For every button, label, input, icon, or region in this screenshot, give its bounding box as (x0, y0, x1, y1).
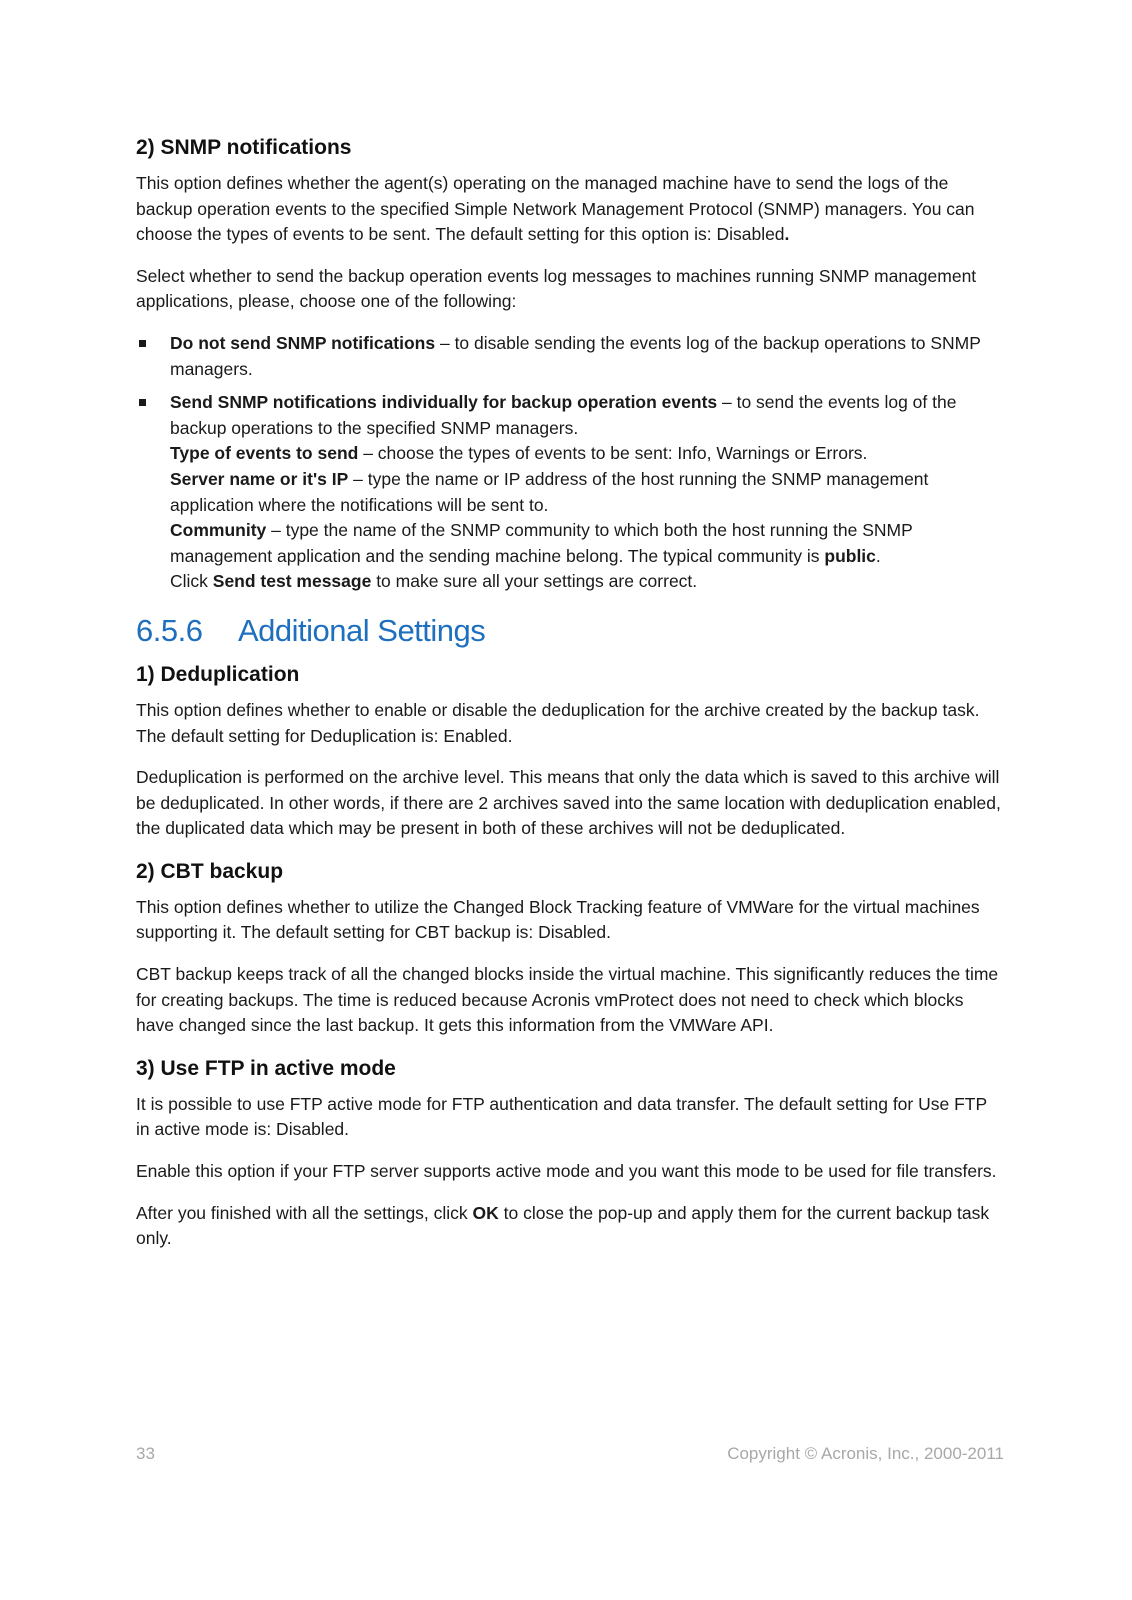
click-post: to make sure all your settings are correct. (371, 571, 698, 592)
ftp-heading: 3) Use FTP in active mode (136, 1056, 396, 1080)
cbt-heading: 2) CBT backup (136, 859, 284, 883)
copyright-notice: Copyright © Acronis, Inc., 2000-2011 (727, 1444, 1004, 1463)
send-test-message-label: Send test message (212, 571, 372, 592)
dedup-paragraph-2: Deduplication is performed on the archive level. This means that only the data which is saved to this archive will be deduplicated. In other words, if there are 2 archives saved into the same location with deduplication enabled, the duplicated data which may be present in both of these archives will not be deduplicated. (136, 767, 1001, 839)
dedup-paragraph-1: This option defines whether to enable or disable the deduplication for the archive created by the backup task. The default setting for Deduplication is: Enabled. (136, 699, 980, 746)
option-title: Do not send SNMP notifications (170, 332, 436, 353)
ftp-p3-post: to close the pop-up and apply them for the current backup task only. (136, 1202, 990, 1249)
server-text: – type the name or IP address of the host running the SNMP management application where the notifications will be sent to. (170, 468, 929, 515)
page-number: 33 (136, 1444, 155, 1463)
list-item (136, 390, 1004, 595)
click-line (170, 569, 1004, 595)
option-line (170, 390, 1004, 441)
section-heading-additional-settings (136, 611, 1004, 651)
bullet-square-icon (139, 399, 146, 406)
snmp-instruction: Select whether to send the backup operation events log messages to machines running SNMP management applications, please, choose one of the following: (136, 265, 977, 312)
type-line (170, 441, 1004, 467)
snmp-description (136, 171, 1004, 248)
bullet-square-icon (139, 340, 146, 347)
option-text: – to send the events log of the backup operations to the specified SNMP managers. (170, 392, 957, 438)
cbt-paragraph-2: CBT backup keeps track of all the changed blocks inside the virtual machine. This significantly reduces the time for creating backups. The time is reduced because Acronis vmProtect does not need to check which blocks have changed since the last backup. It gets this information from the VMWare API. (136, 964, 999, 1036)
dedup-heading: 1) Deduplication (136, 662, 300, 686)
ftp-paragraph-1: It is possible to use FTP active mode for FTP authentication and data transfer. The default setting for Use FTP in active mode is: Disabled. (136, 1093, 987, 1140)
click-pre: Click (170, 571, 213, 592)
ftp-section (136, 1055, 1004, 1252)
server-label: Server name or it's IP (170, 468, 349, 489)
community-end: . (875, 545, 881, 566)
snmp-description-end: . (784, 224, 790, 245)
section-number: 6.5.6 (136, 612, 203, 648)
list-item (136, 331, 1004, 382)
server-line (170, 467, 1004, 518)
cbt-paragraph-1: This option defines whether to utilize the Changed Block Tracking feature of VMWare for the virtual machines supporting it. The default setting for CBT backup is: Disabled. (136, 896, 980, 943)
option-title: Send SNMP notifications individually for backup operation events (170, 392, 718, 413)
snmp-heading: 2) SNMP notifications (136, 136, 352, 159)
community-label: Community (170, 520, 267, 541)
ftp-paragraph-2: Enable this option if your FTP server supports active mode and you want this mode to be used for file transfers. (136, 1161, 997, 1182)
type-label: Type of events to send (170, 443, 359, 464)
ok-label: OK (472, 1202, 499, 1223)
ftp-paragraph-3 (136, 1201, 1004, 1252)
snmp-options-list (136, 331, 1004, 595)
section-title: Additional Settings (238, 612, 486, 648)
page-content (136, 134, 1004, 1268)
dedup-section (136, 661, 1004, 842)
ftp-p3-pre: After you finished with all the settings, click (136, 1202, 473, 1223)
type-text: – choose the types of events to be sent: Info, Warnings or Errors. (358, 443, 868, 464)
snmp-description-text: This option defines whether the agent(s) operating on the managed machine have to send the logs of the backup operation events to the specified Simple Network Management Protocol (SNMP) managers. You can choose the types of events to be sent. The default setting for this option is: Disabled (136, 173, 975, 245)
community-text: – type the name of the SNMP community to which both the host running the SNMP management application and the sending machine belong. The typical community is (170, 520, 913, 566)
cbt-section (136, 858, 1004, 1039)
option-text: – to disable sending the events log of the backup operations to SNMP managers. (170, 332, 981, 379)
snmp-section (136, 134, 1004, 595)
community-line (170, 518, 1004, 569)
community-public: public (824, 545, 876, 566)
